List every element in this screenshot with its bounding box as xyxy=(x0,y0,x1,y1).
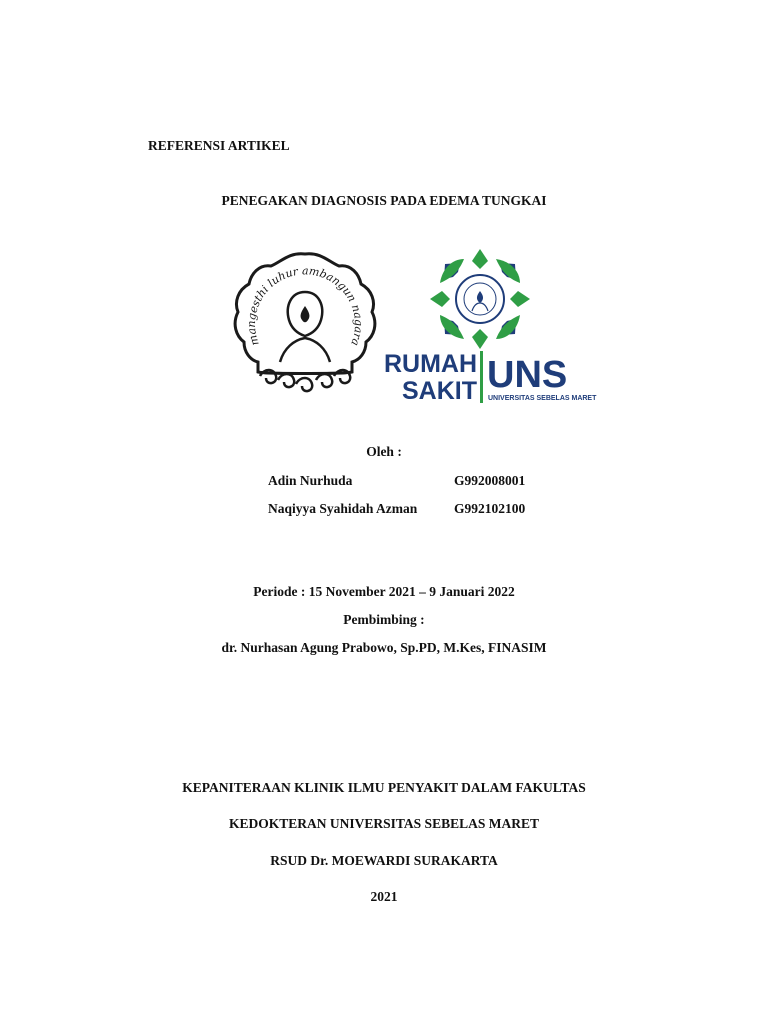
supervisor-label: Pembimbing : xyxy=(343,612,425,627)
institution-line-1: KEPANITERAAN KLINIK ILMU PENYAKIT DALAM FAKULTAS xyxy=(182,780,586,795)
institution-line-2: KEDOKTERAN UNIVERSITAS SEBELAS MARET xyxy=(229,816,539,831)
institution-line-3: RSUD Dr. MOEWARDI SURAKARTA xyxy=(270,853,498,868)
uns-seal-logo xyxy=(226,248,384,398)
document-heading: REFERENSI ARTIKEL xyxy=(148,138,290,153)
petal-flower-icon xyxy=(430,249,530,349)
author-id: G992102100 xyxy=(454,501,526,516)
rs-word-rumah: RUMAH xyxy=(384,350,478,378)
logo-divider xyxy=(480,351,483,403)
by-label: Oleh : xyxy=(366,444,402,459)
uns-seal-motto: mangesthi luhur ambangun nagara xyxy=(244,264,366,348)
period-text: Periode : 15 November 2021 – 9 Januari 2022 xyxy=(253,584,515,599)
rs-subtitle: UNIVERSITAS SEBELAS MARET xyxy=(488,395,597,402)
document-year: 2021 xyxy=(370,889,398,904)
author-name: Naqiyya Syahidah Azman xyxy=(268,501,418,516)
supervisor-name: dr. Nurhasan Agung Prabowo, Sp.PD, M.Kes, FINASIM xyxy=(221,640,547,655)
document-title: PENEGAKAN DIAGNOSIS PADA EDEMA TUNGKAI xyxy=(221,193,547,208)
author-name: Adin Nurhuda xyxy=(268,473,353,488)
rs-word-sakit: SAKIT xyxy=(402,377,477,405)
rs-brand-uns: UNS xyxy=(487,354,568,396)
author-id: G992008001 xyxy=(454,473,526,488)
rs-uns-logo xyxy=(382,247,597,405)
